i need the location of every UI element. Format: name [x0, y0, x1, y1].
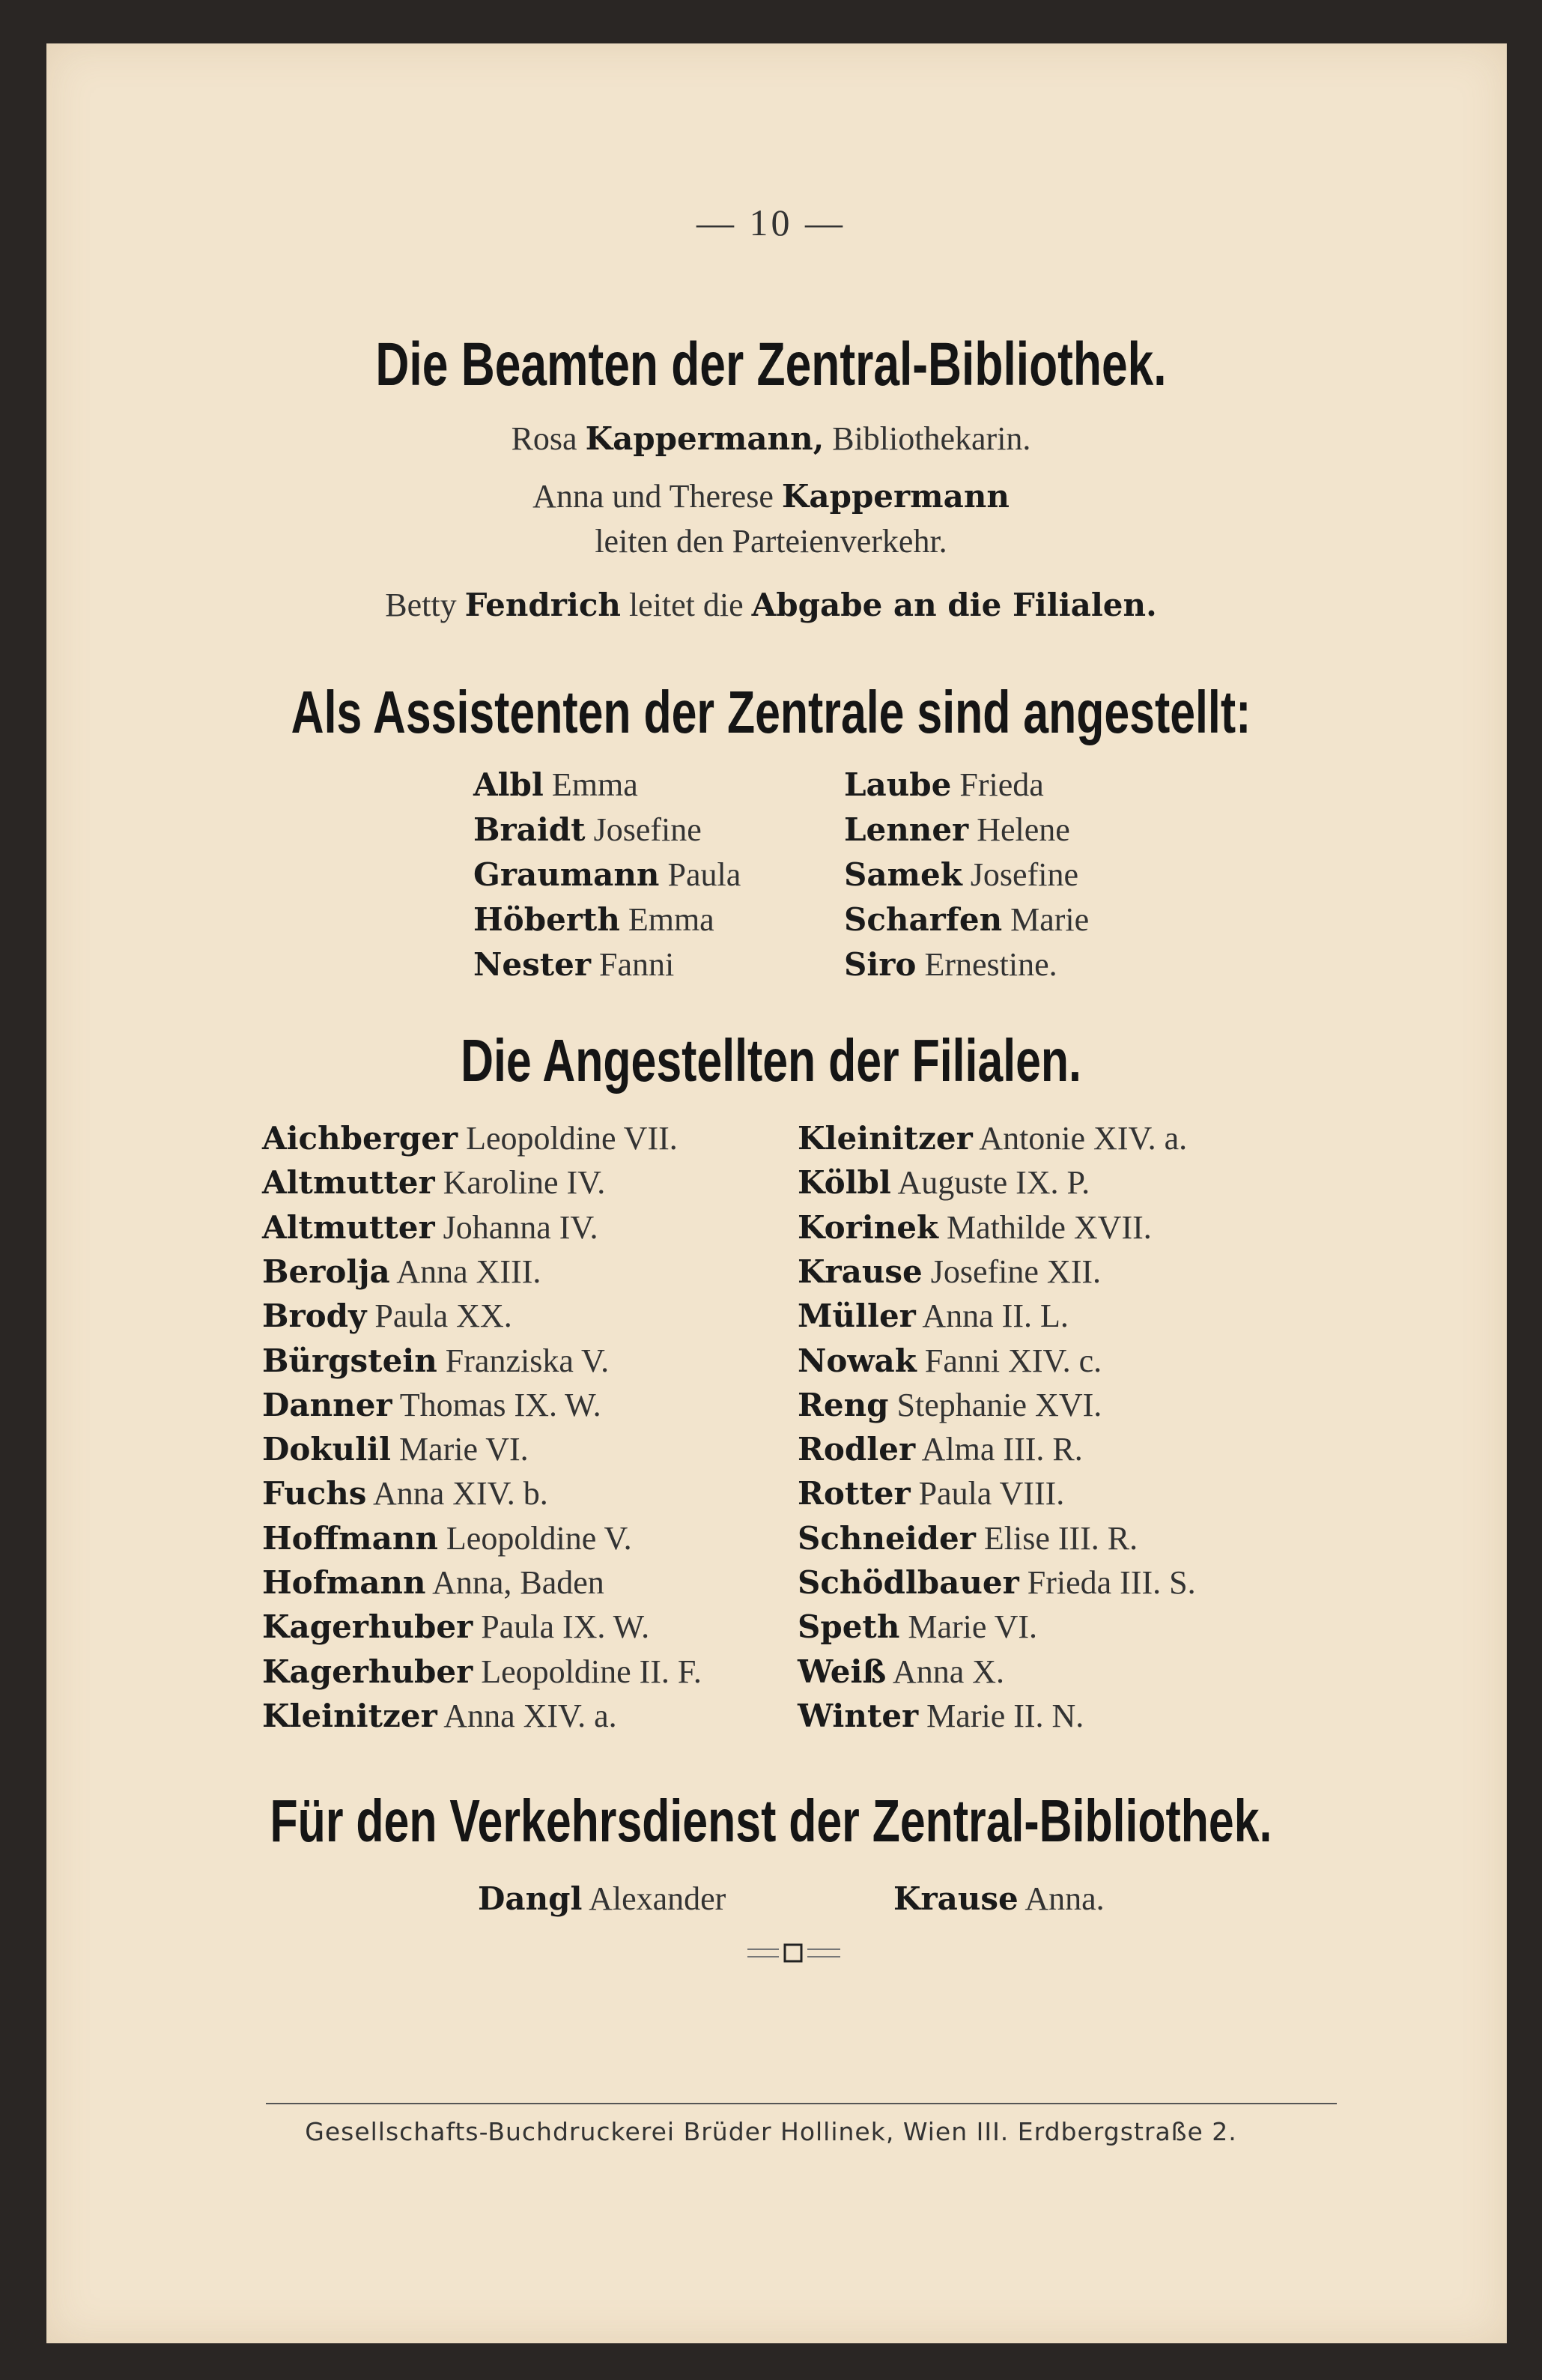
official-first-name: Betty [385, 587, 457, 623]
assistant-entry [473, 808, 702, 852]
person-details: Paula [659, 856, 741, 893]
person-details: Alma III. R. [915, 1431, 1083, 1468]
person-last-name: Albl [473, 766, 544, 803]
official-line-betty [0, 586, 1542, 624]
person-last-name: Kagerhuber [262, 1608, 473, 1646]
person-last-name: Müller [798, 1298, 916, 1335]
official-line-anna-therese [0, 477, 1542, 515]
person-details: Auguste IX. P. [890, 1164, 1090, 1202]
person-last-name: Schödlbauer [798, 1564, 1019, 1601]
person-details: Paula VIII. [910, 1475, 1065, 1513]
branch-staff-entry [798, 1294, 1069, 1338]
official-task-verb: leitet die [628, 587, 744, 623]
assistant-entry [844, 808, 1070, 852]
person-last-name: Scharfen [844, 901, 1003, 938]
branch-staff-entry [798, 1116, 1187, 1160]
person-last-name: Korinek [798, 1208, 939, 1246]
person-details: Anna X. [886, 1653, 1004, 1690]
person-details: Antonie XIV. a. [972, 1120, 1188, 1157]
branch-staff-entry [798, 1471, 1064, 1515]
assistant-entry [473, 942, 674, 987]
person-details: Anna, Baden [425, 1564, 604, 1601]
person-details: Josefine [962, 856, 1078, 893]
person-details: Leopoldine VII. [458, 1120, 678, 1157]
branch-staff-entry [262, 1116, 678, 1160]
person-last-name: Speth [798, 1608, 900, 1646]
person-details: Anna XIV. a. [437, 1697, 617, 1734]
person-details: Emma [619, 901, 714, 938]
person-last-name: Nester [473, 946, 592, 983]
assistant-entry [473, 897, 714, 942]
person-details: Frieda [951, 766, 1044, 803]
assistant-entry [473, 763, 638, 807]
official-first-name: Anna und Therese [532, 478, 774, 515]
assistant-entry [844, 763, 1044, 807]
assistant-entry [473, 853, 741, 897]
person-last-name: Altmutter [262, 1164, 435, 1202]
person-details: Franziska V. [437, 1342, 610, 1379]
official-last-name: Kappermann [781, 478, 1010, 515]
person-details: Paula IX. W. [473, 1608, 650, 1646]
person-last-name: Kleinitzer [798, 1120, 973, 1157]
official-last-name: Fendrich [464, 587, 621, 623]
person-last-name: Schneider [798, 1519, 976, 1557]
assistant-entry [844, 942, 1057, 987]
branch-staff-entry [798, 1339, 1102, 1383]
branch-staff-entry [798, 1383, 1102, 1427]
person-last-name: Brody [262, 1298, 367, 1335]
branch-staff-entry [262, 1339, 609, 1383]
person-last-name: Samek [844, 856, 962, 893]
person-last-name: Krause [798, 1253, 923, 1290]
traffic-staff-left [478, 1880, 726, 1918]
person-details: Elise III. R. [975, 1519, 1138, 1557]
official-task: Abgabe an die Filialen. [751, 587, 1157, 623]
branch-staff-entry [262, 1650, 702, 1694]
person-details: Thomas IX. W. [392, 1386, 601, 1423]
person-last-name: Rotter [798, 1475, 911, 1513]
person-last-name: Kagerhuber [262, 1653, 473, 1690]
person-details: Leopoldine V. [437, 1519, 632, 1557]
person-details: Paula XX. [366, 1298, 512, 1335]
branch-staff-entry [262, 1560, 604, 1605]
staff-first-name: Anna. [1025, 1880, 1105, 1917]
person-last-name: Rodler [798, 1431, 916, 1468]
official-last-name: Kappermann, [585, 420, 825, 457]
divider-ornament-icon [741, 1939, 846, 1969]
person-last-name: Nowak [798, 1342, 917, 1379]
person-last-name: Lenner [844, 811, 969, 848]
person-last-name: Laube [844, 766, 952, 803]
person-details: Marie VI. [390, 1431, 529, 1468]
person-last-name: Reng [798, 1386, 889, 1423]
staff-last-name: Dangl [478, 1880, 583, 1917]
branch-staff-entry [262, 1160, 605, 1205]
person-last-name: Höberth [473, 901, 620, 938]
branch-staff-entry [798, 1160, 1090, 1205]
assistant-entry [844, 853, 1078, 897]
heading-assistants: Als Assistenten der Zentrale sind angestellt: [291, 679, 1251, 745]
person-details: Ernestine. [916, 946, 1057, 983]
branch-staff-entry [262, 1205, 598, 1250]
person-details: Frieda III. S. [1019, 1564, 1196, 1601]
branch-staff-entry [262, 1294, 512, 1338]
official-first-name: Rosa [511, 420, 577, 457]
person-last-name: Fuchs [262, 1475, 367, 1513]
person-last-name: Braidt [473, 811, 586, 848]
person-last-name: Winter [798, 1697, 919, 1734]
person-details: Karoline IV. [434, 1164, 606, 1202]
branch-staff-entry [262, 1383, 601, 1427]
person-details: Anna II. L. [915, 1298, 1069, 1335]
footer-rule [266, 2103, 1337, 2104]
official-role-line: leiten den Parteienverkehr. [595, 523, 947, 560]
staff-first-name: Alexander [589, 1880, 726, 1917]
heading-branches: Die Angestellten der Filialen. [461, 1027, 1081, 1094]
staff-last-name: Krause [893, 1880, 1019, 1917]
person-last-name: Siro [844, 946, 917, 983]
person-details: Anna XIII. [389, 1253, 541, 1290]
person-details: Emma [543, 766, 638, 803]
branch-staff-entry [798, 1205, 1152, 1250]
person-last-name: Hofmann [262, 1564, 426, 1601]
person-details: Marie II. N. [918, 1697, 1084, 1734]
person-last-name: Hoffmann [262, 1519, 438, 1557]
branch-staff-entry [262, 1516, 632, 1560]
branch-staff-entry [262, 1427, 529, 1471]
branch-staff-entry [262, 1694, 617, 1738]
assistant-entry [844, 897, 1089, 942]
person-details: Josefine XII. [922, 1253, 1102, 1290]
person-details: Fanni [591, 946, 675, 983]
person-last-name: Bürgstein [262, 1342, 437, 1379]
branch-staff-entry [262, 1605, 649, 1649]
traffic-staff-right [893, 1880, 1105, 1918]
person-details: Fanni XIV. c. [916, 1342, 1102, 1379]
branch-staff-entry [798, 1560, 1196, 1605]
person-details: Josefine [585, 811, 702, 848]
branch-staff-entry [262, 1471, 548, 1515]
branch-staff-entry [798, 1650, 1004, 1694]
person-last-name: Graumann [473, 856, 660, 893]
person-last-name: Kleinitzer [262, 1697, 437, 1734]
person-details: Mathilde XVII. [938, 1208, 1152, 1246]
person-details: Marie [1002, 901, 1090, 938]
heading-traffic: Für den Verkehrsdienst der Zentral-Bibliothek. [270, 1787, 1272, 1854]
person-last-name: Aichberger [262, 1120, 458, 1157]
branch-staff-entry [798, 1694, 1084, 1738]
person-last-name: Weiß [798, 1653, 887, 1690]
person-last-name: Danner [262, 1386, 392, 1423]
heading-officials: Die Beamten der Zentral-Bibliothek. [375, 330, 1167, 399]
branch-staff-entry [798, 1250, 1101, 1294]
person-last-name: Kölbl [798, 1164, 891, 1202]
person-last-name: Berolja [262, 1253, 390, 1290]
person-last-name: Altmutter [262, 1208, 435, 1246]
official-line-rosa [0, 420, 1542, 458]
printer-imprint: Gesellschafts-Buchdruckerei Brüder Hollinek, Wien III. Erdbergstraße 2. [305, 2117, 1237, 2146]
branch-staff-entry [798, 1427, 1083, 1471]
branch-staff-entry [798, 1516, 1138, 1560]
person-last-name: Dokulil [262, 1431, 391, 1468]
branch-staff-entry [798, 1605, 1037, 1649]
person-details: Helene [968, 811, 1070, 848]
person-details: Leopoldine II. F. [473, 1653, 702, 1690]
person-details: Anna XIV. b. [366, 1475, 548, 1513]
person-details: Marie VI. [899, 1608, 1038, 1646]
official-role: Bibliothekarin. [832, 420, 1031, 457]
person-details: Stephanie XVI. [888, 1386, 1102, 1423]
page-number: — 10 — [696, 202, 846, 243]
person-details: Johanna IV. [434, 1208, 598, 1246]
branch-staff-entry [262, 1250, 541, 1294]
